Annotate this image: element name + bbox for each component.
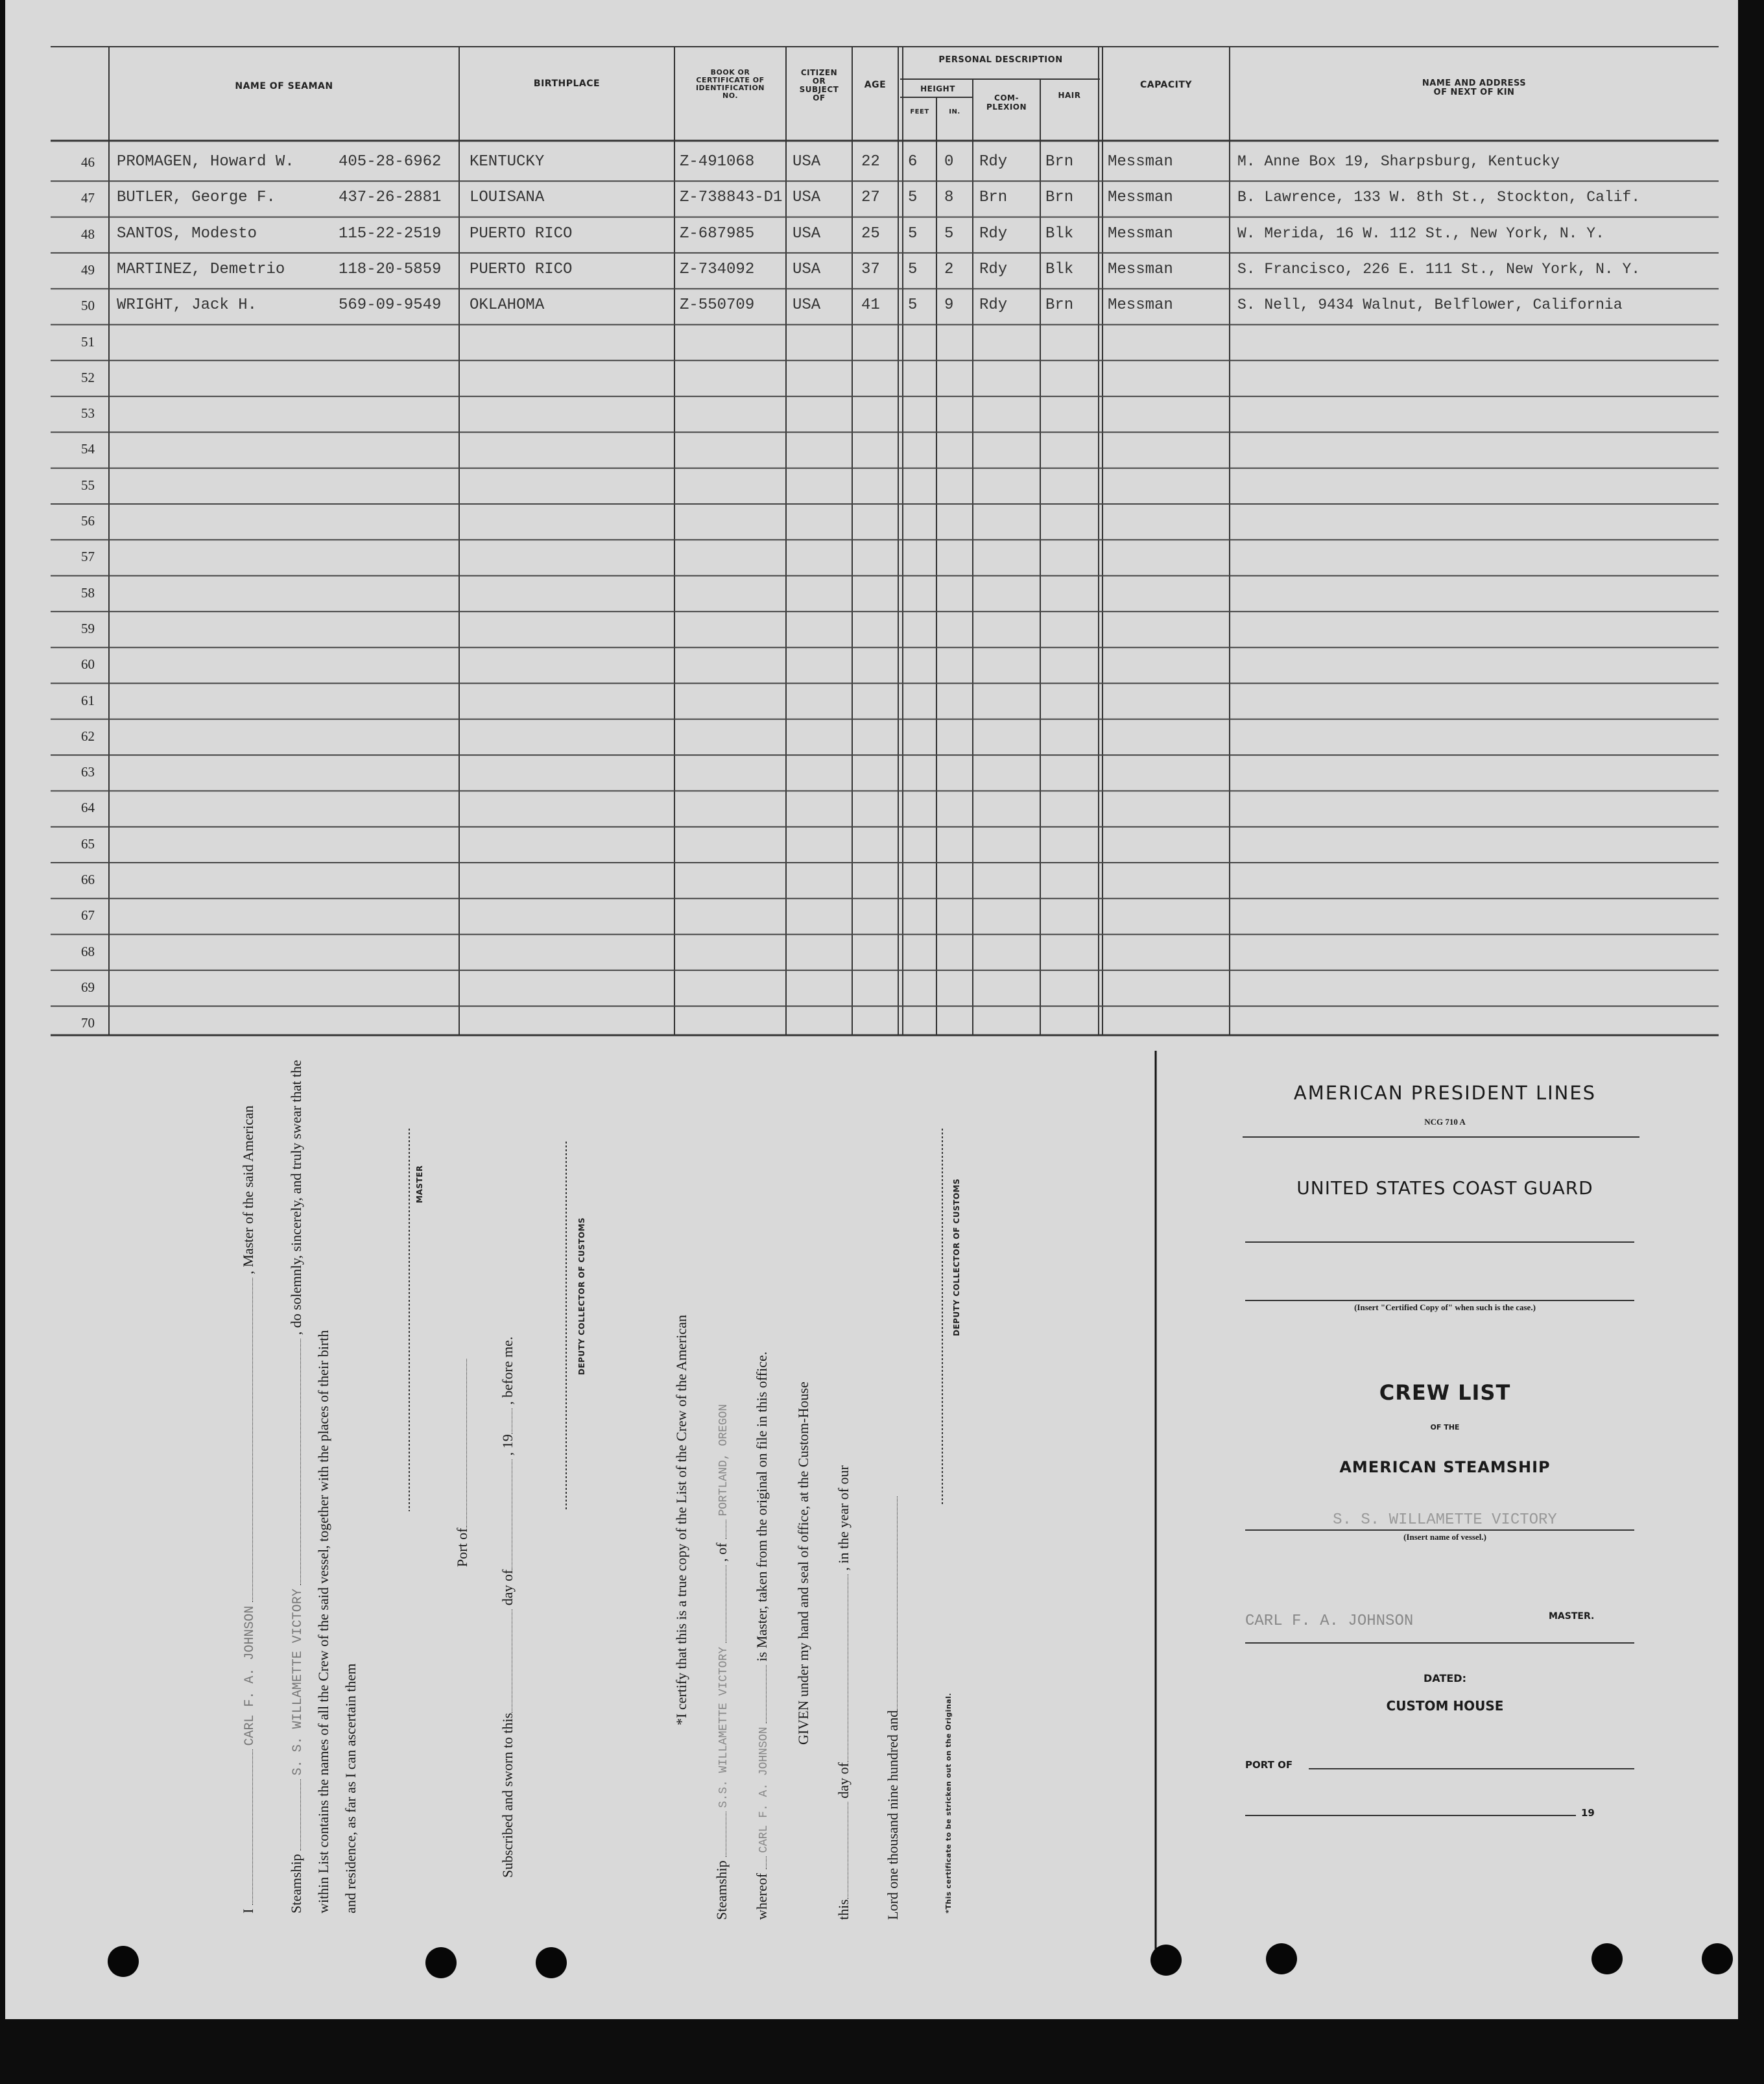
cell-inches: 2 — [944, 260, 954, 278]
certify-line-1: *I certify that this is a true copy of the List of the Crew of the American — [673, 1315, 689, 1725]
cell-hair: Brn — [1045, 153, 1074, 171]
cell-age: 41 — [861, 296, 880, 315]
certify-line-4: GIVEN under my hand and seal of office, at the Custom-House — [795, 1382, 811, 1745]
cover-custom-house: CUSTOM HOUSE — [1386, 1698, 1504, 1714]
cell-age: 37 — [861, 260, 880, 278]
cover-master-label: MASTER. — [1549, 1611, 1595, 1622]
cell-name: WRIGHT, Jack H. — [117, 296, 257, 315]
cover-vessel-name: S. S. WILLAMETTE VICTORY — [1333, 1511, 1557, 1529]
header-birthplace: BIRTHPLACE — [533, 78, 601, 89]
punch-hole — [1591, 1943, 1623, 1974]
cell-capacity: Messman — [1108, 224, 1173, 243]
row-number: 57 — [81, 549, 95, 565]
header-inches: IN. — [949, 108, 960, 115]
row-number: 64 — [81, 800, 95, 816]
row-number: 58 — [81, 584, 95, 601]
cover-insert-vessel: (Insert name of vessel.) — [1403, 1532, 1486, 1542]
cover-crew-list-title: CREW LIST — [1379, 1380, 1511, 1405]
row-number: 61 — [81, 692, 95, 708]
cell-birthplace: PUERTO RICO — [470, 260, 573, 278]
cell-feet: 5 — [908, 296, 918, 315]
cell-complexion: Rdy — [979, 260, 1008, 278]
row-number: 51 — [81, 333, 95, 350]
certify-vessel-name: S.S. WILLAMETTE VICTORY — [717, 1646, 730, 1808]
cell-hair: Blk — [1045, 260, 1074, 278]
row-number: 66 — [81, 872, 95, 887]
cell-name: BUTLER, George F. — [117, 189, 276, 207]
cell-citizen: USA — [793, 296, 821, 315]
punch-hole — [108, 1946, 139, 1977]
cell-inches: 5 — [944, 224, 954, 243]
crew-list-sheet — [5, 0, 1738, 2019]
cell-birthplace: LOUISANA — [470, 189, 545, 207]
cell-citizen: USA — [793, 189, 821, 207]
header-height: HEIGHT — [920, 84, 955, 93]
row-number: 54 — [81, 441, 95, 457]
cell-name: MARTINEZ, Demetrio — [117, 260, 285, 278]
cell-cert: Z-687985 — [680, 224, 755, 243]
certify-port-name: PORTLAND, OREGON — [717, 1404, 730, 1516]
row-number: 69 — [81, 979, 95, 995]
punch-hole — [536, 1947, 567, 1978]
punch-hole — [1150, 1945, 1182, 1976]
cover-insert-note: (Insert "Certified Copy of" when such is the case.) — [1354, 1302, 1536, 1312]
row-number: 68 — [81, 943, 95, 959]
cell-kin: M. Anne Box 19, Sharpsburg, Kentucky — [1237, 153, 1560, 170]
cover-year: 19 — [1581, 1807, 1595, 1819]
cell-ssn: 115-22-2519 — [339, 224, 442, 243]
row-number: 52 — [81, 369, 95, 385]
cell-kin: B. Lawrence, 133 W. 8th St., Stockton, Calif. — [1237, 189, 1641, 206]
oath-vessel-name: S. S. WILLAMETTE VICTORY — [291, 1588, 305, 1776]
cell-inches: 0 — [944, 153, 954, 171]
oath-master-name: CARL F. A. JOHNSON — [243, 1605, 257, 1746]
cell-citizen: USA — [793, 260, 821, 278]
cell-feet: 5 — [908, 189, 918, 207]
oath-subscribed: Subscribed and sworn to this day of , 19 , before me. — [499, 1336, 516, 1878]
cell-birthplace: KENTUCKY — [470, 153, 545, 171]
header-hair: HAIR — [1058, 91, 1081, 100]
oath-signature-line — [409, 1129, 410, 1511]
cell-citizen: USA — [793, 153, 821, 171]
cell-cert: Z-738843-D1 — [680, 189, 783, 207]
cover-american-steamship: AMERICAN STEAMSHIP — [1339, 1458, 1551, 1476]
cell-complexion: Brn — [979, 189, 1008, 207]
header-citizen: CITIZEN OR SUBJECT OF — [799, 68, 839, 102]
cell-cert: Z-734092 — [680, 260, 755, 278]
header-certificate: BOOK OR CERTIFICATE OF IDENTIFICATION NO. — [695, 68, 765, 100]
cell-birthplace: PUERTO RICO — [470, 224, 573, 243]
oath-line-4: and residence, as far as I can ascertain them — [342, 1663, 359, 1913]
row-number: 65 — [81, 835, 95, 852]
cell-age: 27 — [861, 189, 880, 207]
cell-capacity: Messman — [1108, 260, 1173, 278]
header-capacity: CAPACITY — [1139, 80, 1193, 90]
cell-ssn: 437-26-2881 — [339, 189, 442, 207]
row-number: 62 — [81, 728, 95, 744]
punch-hole — [1702, 1943, 1733, 1974]
cell-age: 25 — [861, 224, 880, 243]
fold-lines — [5, 0, 1738, 2019]
header-personal-description: PERSONAL DESCRIPTION — [938, 55, 1063, 65]
certify-line-3: whereof CARL F. A. JOHNSON is Master, taken from the original on file in this office. — [754, 1351, 770, 1920]
cover-dated: DATED: — [1424, 1672, 1466, 1684]
cell-age: 22 — [861, 153, 880, 171]
cell-cert: Z-550709 — [680, 296, 755, 315]
cover-of-the: OF THE — [1430, 1423, 1460, 1431]
certify-line-5: this day of , in the year of our — [835, 1465, 852, 1920]
certify-line-2: Steamship S.S. WILLAMETTE VICTORY , of PORTLAND, OREGON — [713, 1404, 730, 1920]
oath-port-of: Port of — [454, 1359, 471, 1568]
cell-name: SANTOS, Modesto — [117, 224, 257, 243]
cell-kin: W. Merida, 16 W. 112 St., New York, N. Y. — [1237, 224, 1604, 242]
oath-line-2: Steamship S. S. WILLAMETTE VICTORY , do solemnly, sincerely, and truly swear that the — [288, 1060, 305, 1913]
oath-deputy-line — [566, 1142, 567, 1511]
cell-kin: S. Nell, 9434 Walnut, Belflower, California — [1237, 296, 1623, 314]
cell-hair: Blk — [1045, 224, 1074, 243]
cell-ssn: 569-09-9549 — [339, 296, 442, 315]
certify-line-6: Lord one thousand nine hundred and — [885, 1496, 901, 1920]
certify-deputy-line — [942, 1129, 943, 1505]
oath-deputy-label: DEPUTY COLLECTOR OF CUSTOMS — [577, 1217, 586, 1375]
punch-hole — [425, 1947, 457, 1978]
header-feet: FEET — [910, 108, 929, 115]
oath-master-label: MASTER — [415, 1165, 424, 1203]
cell-feet: 5 — [908, 260, 918, 278]
oath-line-1: I CARL F. A. JOHNSON , Master of the said American — [240, 1105, 257, 1913]
cover-master-name: CARL F. A. JOHNSON — [1245, 1612, 1414, 1630]
cell-capacity: Messman — [1108, 189, 1173, 207]
cell-inches: 8 — [944, 189, 954, 207]
cover-form-number: NCG 710 A — [1424, 1117, 1466, 1127]
cell-hair: Brn — [1045, 189, 1074, 207]
cell-complexion: Rdy — [979, 296, 1008, 315]
row-number: 60 — [81, 656, 95, 673]
cell-birthplace: OKLAHOMA — [470, 296, 545, 315]
header-next-of-kin: NAME AND ADDRESS OF NEXT OF KIN — [1422, 78, 1527, 97]
cell-complexion: Rdy — [979, 153, 1008, 171]
certify-master-name: CARL F. A. JOHNSON — [757, 1727, 770, 1853]
cell-inches: 9 — [944, 296, 954, 315]
cover-agency: UNITED STATES COAST GUARD — [1296, 1177, 1593, 1199]
row-number: 67 — [81, 907, 95, 924]
cell-feet: 5 — [908, 224, 918, 243]
row-number: 53 — [81, 405, 95, 422]
row-number: 48 — [81, 226, 95, 242]
cell-ssn: 405-28-6962 — [339, 153, 442, 171]
row-number: 46 — [81, 154, 95, 170]
cover-port-of: PORT OF — [1245, 1759, 1293, 1771]
punch-hole — [1266, 1943, 1297, 1974]
cell-hair: Brn — [1045, 296, 1074, 315]
certify-footnote: *This certificate to be stricken out on the Original. — [944, 1692, 953, 1913]
cell-ssn: 118-20-5859 — [339, 260, 442, 278]
header-complexion: COM- PLEXION — [986, 93, 1027, 112]
row-number: 56 — [81, 513, 95, 529]
cover-company: AMERICAN PRESIDENT LINES — [1293, 1082, 1597, 1104]
cell-cert: Z-491068 — [680, 153, 755, 171]
oath-line-3: within List contains the names of all the Crew of the said vessel, together with the places of their birth — [315, 1330, 331, 1913]
cell-capacity: Messman — [1108, 153, 1173, 171]
cell-complexion: Rdy — [979, 224, 1008, 243]
header-age: AGE — [864, 80, 887, 90]
certify-deputy-label: DEPUTY COLLECTOR OF CUSTOMS — [952, 1178, 961, 1336]
row-number: 59 — [81, 620, 95, 636]
row-number: 49 — [81, 261, 95, 278]
row-number: 70 — [81, 1015, 95, 1031]
row-number: 50 — [81, 298, 95, 314]
row-number: 63 — [81, 764, 95, 780]
cell-feet: 6 — [908, 153, 918, 171]
cell-citizen: USA — [793, 224, 821, 243]
row-number: 55 — [81, 477, 95, 493]
cell-capacity: Messman — [1108, 296, 1173, 315]
row-number: 47 — [81, 190, 95, 206]
cell-kin: S. Francisco, 226 E. 111 St., New York, N. Y. — [1237, 260, 1641, 278]
cell-name: PROMAGEN, Howard W. — [117, 153, 294, 171]
header-name-of-seaman: NAME OF SEAMAN — [235, 81, 333, 91]
